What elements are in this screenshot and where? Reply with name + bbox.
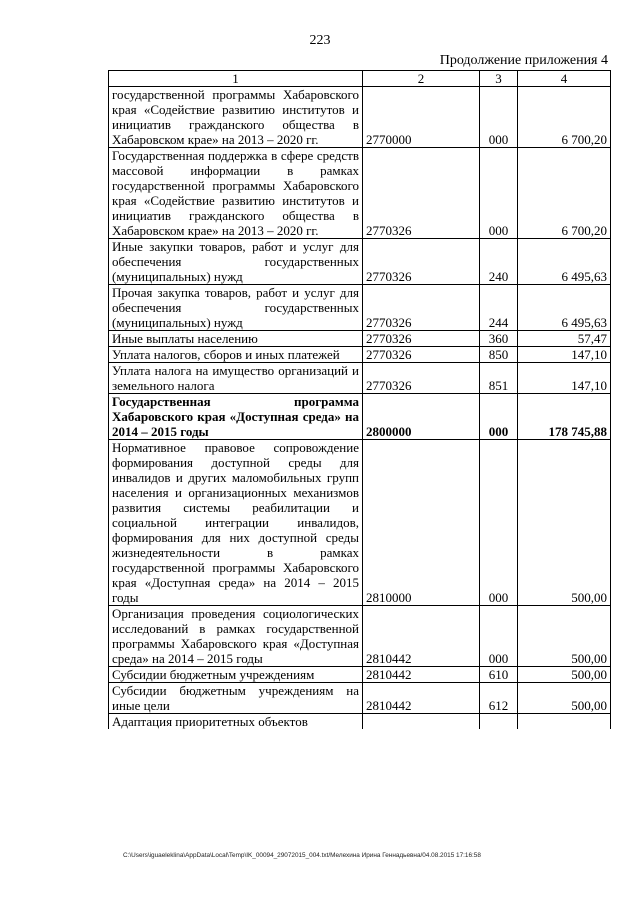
row-code [363,714,480,730]
row-type: 360 [480,331,518,347]
table-row [109,331,611,347]
table-body [109,87,611,730]
table-row [109,440,611,606]
row-code: 2770326 [363,347,480,363]
row-sum: 500,00 [518,667,611,683]
row-sum [518,714,611,730]
row-type [480,714,518,730]
row-code: 2770326 [363,285,480,331]
row-code: 2800000 [363,394,480,440]
row-name: Иные выплаты населению [109,331,363,347]
row-name: Иные закупки товаров, работ и услуг для обеспечения государственных (муниципальных) нужд [109,239,363,285]
header-col-4: 4 [518,71,611,87]
row-type: 244 [480,285,518,331]
row-code: 2770326 [363,331,480,347]
row-code: 2810442 [363,667,480,683]
row-type: 612 [480,683,518,714]
row-name: Государственная программа Хабаровского края «Доступная среда» на 2014 – 2015 годы [109,394,363,440]
row-name: Организация проведения социологических исследований в рамках государственной программы Хабаровского края «Доступная среда» на 2014 – 2015 годы [109,606,363,667]
row-sum: 500,00 [518,440,611,606]
budget-table [108,70,611,729]
table-row [109,683,611,714]
row-code: 2770000 [363,87,480,148]
table-row [109,148,611,239]
header-row [109,71,611,87]
row-code: 2810000 [363,440,480,606]
row-type: 000 [480,440,518,606]
row-sum: 57,47 [518,331,611,347]
row-type: 240 [480,239,518,285]
row-code: 2770326 [363,363,480,394]
row-sum: 147,10 [518,347,611,363]
row-type: 000 [480,148,518,239]
header-col-3: 3 [480,71,518,87]
row-type: 000 [480,606,518,667]
row-code: 2770326 [363,148,480,239]
row-sum: 500,00 [518,683,611,714]
row-name: Субсидии бюджетным учреждениям на иные цели [109,683,363,714]
row-sum: 6 495,63 [518,239,611,285]
page-number: 223 [309,33,331,48]
row-name: Уплата налогов, сборов и иных платежей [109,347,363,363]
table-row [109,87,611,148]
row-name: Адаптация приоритетных объектов [109,714,363,730]
row-code: 2810442 [363,683,480,714]
row-sum: 6 700,20 [518,87,611,148]
row-type: 000 [480,394,518,440]
row-name: Нормативное правовое сопровождение формирования доступной среды для инвалидов и других маломобильных групп населения и организационных механизмов развития системы реабилитации и социальной интеграции инвалидов, формирования для них доступной среды жизнедеятельности в рамках государственной программы Хабаровского края «Доступная среда» на 2014 – 2015 годы [109,440,363,606]
row-type: 000 [480,87,518,148]
row-name: Уплата налога на имущество организаций и земельного налога [109,363,363,394]
row-sum: 6 495,63 [518,285,611,331]
table-row [109,285,611,331]
row-type: 850 [480,347,518,363]
table-row [109,667,611,683]
row-sum: 147,10 [518,363,611,394]
row-code: 2770326 [363,239,480,285]
table-row [109,239,611,285]
table-row [109,347,611,363]
row-sum: 6 700,20 [518,148,611,239]
row-sum: 500,00 [518,606,611,667]
continuation-label: Продолжение приложения 4 [439,53,608,68]
row-sum: 178 745,88 [518,394,611,440]
table-row [109,394,611,440]
row-type: 851 [480,363,518,394]
table-row [109,714,611,730]
row-type: 610 [480,667,518,683]
row-name: Государственная поддержка в сфере средств массовой информации в рамках государственной программы Хабаровского края «Содействие развитию институтов и инициатив гражданского общества в Хабаровском крае» на 2013 – 2020 гг. [109,148,363,239]
footer-file-path: C:\Users\iguaeleklina\AppData\Local\Temp\IK_00094_29072015_004.txt/Мелехина Ирина Геннадьевна/04.08.2015 17:16:58 [123,852,481,859]
header-col-1: 1 [109,71,363,87]
header-col-2: 2 [363,71,480,87]
row-name: государственной программы Хабаровского края «Содействие развитию институтов и инициатив гражданского общества в Хабаровском крае» на 2013 – 2020 гг. [109,87,363,148]
table-row [109,363,611,394]
row-name: Субсидии бюджетным учреждениям [109,667,363,683]
row-name: Прочая закупка товаров, работ и услуг для обеспечения государственных (муниципальных) нужд [109,285,363,331]
table-row [109,606,611,667]
row-code: 2810442 [363,606,480,667]
